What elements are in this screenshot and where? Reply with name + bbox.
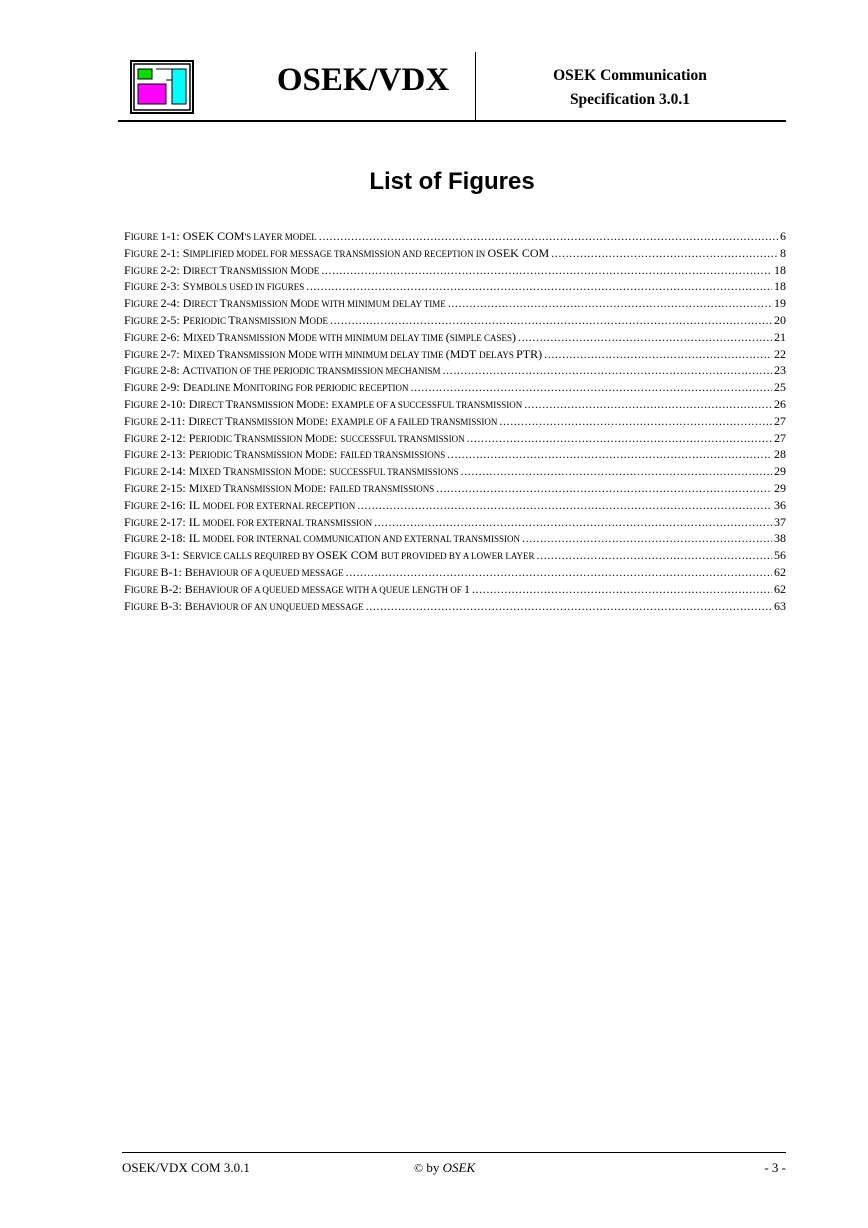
spec-line-2: Specification 3.0.1 xyxy=(569,91,691,108)
figure-entry-label[interactable]: FIGURE B-2: BEHAVIOUR OF A QUEUED MESSAGE WITH A QUEUE LENGTH OF 1 xyxy=(124,581,470,596)
dot-leader xyxy=(330,312,772,329)
figure-entry-page[interactable]: 8 xyxy=(780,245,786,260)
figure-entry-label[interactable]: FIGURE 2-18: IL MODEL FOR INTERNAL COMMUNICATION AND EXTERNAL TRANSMISSION xyxy=(124,531,520,546)
spec-title xyxy=(478,64,782,112)
dot-leader xyxy=(443,362,772,379)
dot-leader xyxy=(374,514,772,531)
figure-entry-page[interactable]: 29 xyxy=(774,464,786,479)
figure-entry[interactable] xyxy=(124,463,786,480)
figure-entry-page[interactable]: 37 xyxy=(774,514,786,529)
figure-entry-label[interactable]: FIGURE 2-1: SIMPLIFIED MODEL FOR MESSAGE TRANSMISSION AND RECEPTION IN OSEK COM xyxy=(124,245,550,260)
figure-entry[interactable] xyxy=(124,547,786,564)
figure-entry-page[interactable]: 21 xyxy=(774,329,786,344)
figure-entry-label[interactable]: FIGURE 2-9: DEADLINE MONITORING FOR PERIODIC RECEPTION xyxy=(124,380,409,395)
figure-entry-label[interactable]: FIGURE 2-12: PERIODIC TRANSMISSION MODE: SUCCESSFUL TRANSMISSION xyxy=(124,430,465,445)
header-divider xyxy=(475,52,476,120)
figure-entry-page[interactable]: 29 xyxy=(774,480,786,495)
figure-entry-label[interactable]: FIGURE 2-11: DIRECT TRANSMISSION MODE: EXAMPLE OF A FAILED TRANSMISSION xyxy=(124,413,498,428)
figure-entry[interactable] xyxy=(124,362,786,379)
dot-leader xyxy=(544,346,772,363)
footer-owner: OSEK xyxy=(442,1160,476,1175)
dot-leader xyxy=(410,379,772,396)
figure-entry-page[interactable]: 27 xyxy=(774,413,786,428)
figure-entry-page[interactable]: 25 xyxy=(774,380,786,395)
dot-leader xyxy=(447,446,772,463)
figure-entry-label[interactable]: FIGURE 2-13: PERIODIC TRANSMISSION MODE: FAILED TRANSMISSIONS xyxy=(124,447,446,462)
dot-leader xyxy=(522,530,772,547)
dot-leader xyxy=(436,480,772,497)
figure-entry[interactable] xyxy=(124,329,786,346)
figure-entry-label[interactable]: FIGURE 1-1: OSEK COM'S LAYER MODEL xyxy=(124,229,317,243)
figure-entry[interactable] xyxy=(124,262,786,279)
figure-entry-label[interactable]: FIGURE 3-1: SERVICE CALLS REQUIRED BY OSEK COM BUT PROVIDED BY A LOWER LAYER xyxy=(124,548,535,563)
logo-green-block xyxy=(138,69,152,79)
figure-entry-page[interactable]: 36 xyxy=(774,497,786,512)
figure-entry-label[interactable]: FIGURE 2-2: DIRECT TRANSMISSION MODE xyxy=(124,262,320,277)
figure-entry[interactable] xyxy=(124,312,786,329)
figure-entry[interactable] xyxy=(124,295,786,312)
figure-entry-page[interactable]: 18 xyxy=(774,279,786,294)
figure-entry[interactable] xyxy=(124,413,786,430)
dot-leader xyxy=(306,278,772,295)
footer-page-number: - 3 - xyxy=(764,1160,786,1175)
figure-entry-label[interactable]: FIGURE B-1: BEHAVIOUR OF A QUEUED MESSAGE xyxy=(124,564,344,579)
figure-entry-page[interactable]: 22 xyxy=(774,346,786,361)
dot-leader xyxy=(319,228,778,245)
figure-entry-label[interactable]: FIGURE 2-16: IL MODEL FOR EXTERNAL RECEPTION xyxy=(124,497,356,512)
footer-copyright xyxy=(414,1159,475,1177)
figure-entry-page[interactable]: 20 xyxy=(774,312,786,327)
logo-cyan-block xyxy=(172,69,186,104)
figure-entry-label[interactable]: FIGURE 2-4: DIRECT TRANSMISSION MODE WITH MINIMUM DELAY TIME xyxy=(124,296,446,311)
figure-entry-page[interactable]: 62 xyxy=(774,564,786,579)
figure-entry-page[interactable]: 28 xyxy=(774,447,786,462)
copyright-icon: © xyxy=(414,1161,424,1175)
figure-entry-label[interactable]: FIGURE 2-10: DIRECT TRANSMISSION MODE: EXAMPLE OF A SUCCESSFUL TRANSMISSION xyxy=(124,396,523,411)
dot-leader xyxy=(357,497,772,514)
figure-entry-label[interactable]: FIGURE B-3: BEHAVIOUR OF AN UNQUEUED MESSAGE xyxy=(124,598,364,613)
figure-entry[interactable] xyxy=(124,379,786,396)
figure-entry[interactable] xyxy=(124,480,786,497)
figure-entry-page[interactable]: 23 xyxy=(774,363,786,378)
dot-leader xyxy=(461,463,772,480)
dot-leader xyxy=(321,262,772,279)
figure-entry[interactable] xyxy=(124,497,786,514)
figure-entry-label[interactable]: FIGURE 2-5: PERIODIC TRANSMISSION MODE xyxy=(124,312,328,327)
page-footer xyxy=(122,1159,786,1177)
figure-entry[interactable] xyxy=(124,346,786,363)
figure-entry-label[interactable]: FIGURE 2-17: IL MODEL FOR EXTERNAL TRANSMISSION xyxy=(124,514,373,529)
figure-entry-label[interactable]: FIGURE 2-3: SYMBOLS USED IN FIGURES xyxy=(124,279,305,294)
dot-leader xyxy=(366,598,772,615)
figure-entry-label[interactable]: FIGURE 2-15: MIXED TRANSMISSION MODE: FAILED TRANSMISSIONS xyxy=(124,480,435,495)
figure-entry[interactable] xyxy=(124,278,786,295)
dot-leader xyxy=(537,547,772,564)
spec-line-1: OSEK Communication xyxy=(553,67,707,84)
figure-entry-label[interactable]: FIGURE 2-14: MIXED TRANSMISSION MODE: SUCCESSFUL TRANSMISSIONS xyxy=(124,464,459,479)
dot-leader xyxy=(467,430,772,447)
figure-entry[interactable] xyxy=(124,581,786,598)
figure-entry-page[interactable]: 26 xyxy=(774,396,786,411)
footer-by: by xyxy=(426,1160,440,1175)
figure-entry-page[interactable]: 38 xyxy=(774,531,786,546)
figure-entry-page[interactable]: 6 xyxy=(780,229,786,243)
figure-entry-page[interactable]: 18 xyxy=(774,262,786,277)
figure-entry[interactable] xyxy=(124,446,786,463)
figure-entry-label[interactable]: FIGURE 2-6: MIXED TRANSMISSION MODE WITH MINIMUM DELAY TIME (SIMPLE CASES) xyxy=(124,329,516,344)
figure-entry-page[interactable]: 56 xyxy=(774,548,786,563)
dot-leader xyxy=(551,245,778,262)
figure-entry-page[interactable]: 27 xyxy=(774,430,786,445)
figure-entry-page[interactable]: 62 xyxy=(774,581,786,596)
figure-entry[interactable] xyxy=(124,564,786,581)
dot-leader xyxy=(448,295,772,312)
figure-entry[interactable] xyxy=(124,245,786,262)
dot-leader xyxy=(499,413,772,430)
figure-entry[interactable] xyxy=(124,228,786,245)
figure-entry[interactable] xyxy=(124,396,786,413)
brand-title: OSEK/VDX xyxy=(276,62,450,98)
header-rule xyxy=(118,120,786,122)
page-header xyxy=(118,52,786,122)
figure-entry[interactable] xyxy=(124,514,786,531)
figure-list xyxy=(124,228,786,614)
figure-entry[interactable] xyxy=(124,598,786,615)
footer-rule xyxy=(122,1152,786,1153)
figure-entry[interactable] xyxy=(124,430,786,447)
figure-entry-label[interactable]: FIGURE 2-8: ACTIVATION OF THE PERIODIC TRANSMISSION MECHANISM xyxy=(124,363,441,378)
figure-entry-label[interactable]: FIGURE 2-7: MIXED TRANSMISSION MODE WITH MINIMUM DELAY TIME (MDT DELAYS PTR) xyxy=(124,346,543,361)
dot-leader xyxy=(346,564,772,581)
logo-magenta-block xyxy=(138,84,166,104)
dot-leader xyxy=(472,581,772,598)
osek-logo-icon xyxy=(130,60,194,114)
dot-leader xyxy=(518,329,772,346)
page-title: List of Figures xyxy=(369,168,535,195)
figure-entry-page[interactable]: 19 xyxy=(774,296,786,311)
footer-doc-id: OSEK/VDX COM 3.0.1 xyxy=(122,1160,250,1175)
dot-leader xyxy=(524,396,772,413)
figure-entry[interactable] xyxy=(124,530,786,547)
figure-entry-page[interactable]: 63 xyxy=(774,598,786,613)
